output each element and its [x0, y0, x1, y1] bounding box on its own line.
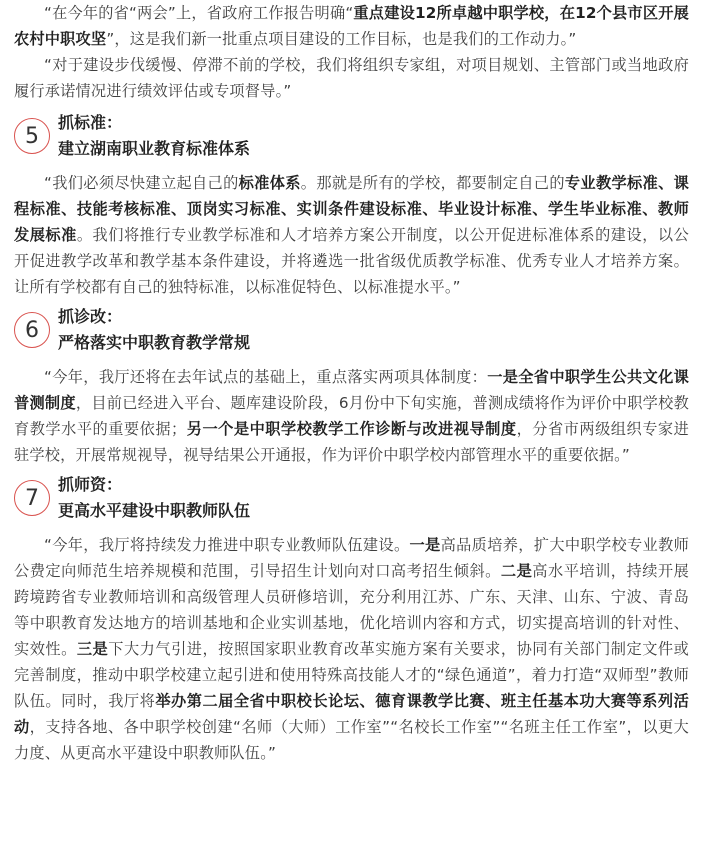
text-run: “今年，我厅还将在去年试点的基础上，重点落实两项具体制度： — [44, 368, 488, 386]
bold-text-run: 专业教学标准、课程标准、技能考核标准、顶岗实习标准、实训条件建设标准、毕业设计标准、学生毕业标准、教师发展标准 — [14, 174, 690, 244]
section-7-titles — [58, 472, 250, 524]
text-run: ，支持各地、各中职学校创建“名师（大师）工作室”“名校长工作室”“名班主任工作室”，以更大力度、从更高水平建设中职教师队伍。” — [14, 718, 689, 762]
bold-text-run: 标准体系 — [238, 174, 301, 192]
bold-text-run: 三是 — [76, 640, 109, 658]
text-run: 高水平培训，持续开展跨境跨省专业教师培训和高级管理人员研修培训，充分利用江苏、广东、天津、山东、宁波、青岛等中职教育发达地方的培训基地和企业实训基地，优化培训内容和方式，切实提高培训的针对性、实效性。 — [14, 562, 690, 658]
text-run: “在今年的省“两会”上，省政府工作报告明确“ — [44, 4, 354, 22]
section-6-number-badge: 6 — [14, 312, 50, 348]
section-7-title-line2: 更高水平建设中职教师队伍 — [58, 501, 251, 520]
section-7-title-line1: 抓师资： — [58, 475, 123, 494]
text-run: 。那就是所有的学校，都要制定自己的 — [300, 174, 565, 192]
text-run: “我们必须尽快建立起自己的 — [44, 174, 239, 192]
section-7-header — [14, 470, 689, 526]
text-run: “今年，我厅将持续发力推进中职专业教师队伍建设。 — [44, 536, 410, 554]
section-5-title-line1: 抓标准： — [58, 113, 123, 132]
text-run: ”，这是我们新一批重点项目建设的工作目标，也是我们的工作动力。” — [106, 30, 577, 48]
bold-text-run: 举办第二届全省中职校长论坛、德育课教学比赛、班主任基本功大赛等系列活动 — [14, 692, 689, 736]
section-7-paragraph — [14, 532, 689, 766]
section-6-paragraph — [14, 364, 689, 468]
section-6 — [14, 302, 689, 468]
bold-text-run: 二是 — [500, 562, 533, 580]
section-6-titles — [58, 304, 250, 356]
text-run: ，分省市两级组织专家进驻学校，开展常规视导，视导结果公开通报，作为评价中职学校内部管理水平的重要依据。” — [14, 420, 689, 464]
intro-paragraph-1 — [14, 0, 689, 52]
section-5 — [14, 108, 689, 300]
bold-text-run: 另一个是中职学校教学工作诊断与改进视导制度 — [186, 420, 517, 438]
text-run: ，目前已经进入平台、题库建设阶段，6月份中下旬实施，普测成绩将作为评价中职学校教育教学水平的重要依据； — [14, 394, 689, 438]
section-5-title-line2: 建立湖南职业教育标准体系 — [58, 139, 251, 158]
section-6-title-line1: 抓诊改： — [58, 307, 123, 326]
text-run: “对于建设步伐缓慢、停滞不前的学校，我们将组织专家组，对项目规划、主管部门或当地政府履行承诺情况进行绩效评估或专项督导。” — [14, 56, 689, 100]
section-7 — [14, 470, 689, 766]
intro-paragraph-2 — [14, 52, 689, 104]
section-5-titles — [58, 110, 250, 162]
text-run: 。我们将推行专业教学标准和人才培养方案公开制度，以公开促进标准体系的建设，以公开促进教学改革和教学基本条件建设，并将遴选一批省级优质教学标准、优秀专业人才培养方案。让所有学校都有自己的独特标准，以标准促特色、以标准提水平。” — [14, 226, 689, 296]
bold-text-run: 重点建设12所卓越中职学校，在12个县市区开展农村中职攻坚 — [14, 4, 689, 48]
section-5-number-badge: 5 — [14, 118, 50, 154]
bold-text-run: 一是全省中职学生公共文化课普测制度 — [14, 368, 689, 412]
section-6-title-line2: 严格落实中职教育教学常规 — [58, 333, 251, 352]
section-7-number-badge: 7 — [14, 480, 50, 516]
text-run: 下大力气引进，按照国家职业教育改革实施方案有关要求，协同有关部门制定文件或完善制度，推动中职学校建立起引进和使用特殊高技能人才的“绿色通道”，着力打造“双师型”教师队伍。同时，我厅将 — [14, 640, 689, 710]
section-5-paragraph — [14, 170, 689, 300]
bold-text-run: 一是 — [409, 536, 441, 554]
section-5-header — [14, 108, 689, 164]
section-6-header — [14, 302, 689, 358]
text-run: 高品质培养，扩大中职学校专业教师公费定向师范生培养规模和范围，引导招生计划向对口高考招生倾斜。 — [14, 536, 690, 580]
